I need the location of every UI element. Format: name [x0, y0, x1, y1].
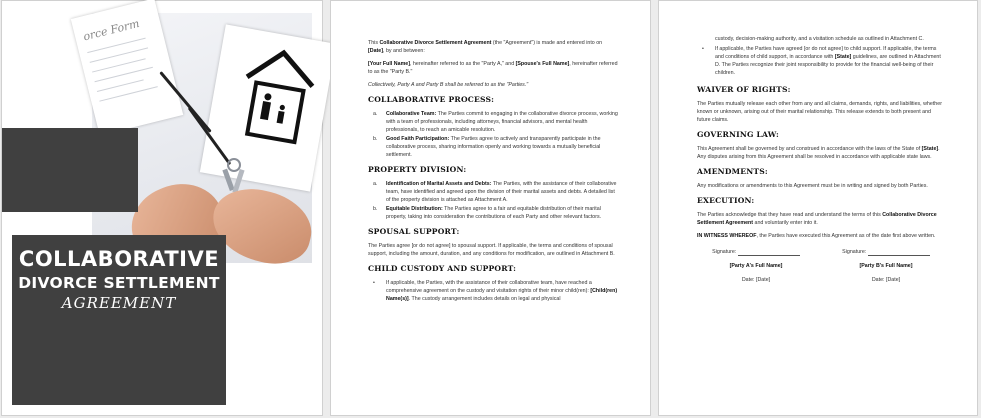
- signature-line-a: [738, 255, 800, 256]
- signature-row: [697, 248, 945, 284]
- property-list: [368, 180, 618, 221]
- parties-paragraph: [Your Full Name], hereinafter referred to as the "Party A," and [Spouse's Full Name], hereinafter referred to as the "Party B.": [368, 61, 618, 75]
- collaborative-list: [368, 110, 618, 159]
- child-support-bullet: • If applicable, the Parties have agreed [or do not agree] to child support. If applicable, the terms and conditions of child support, in accordance with [State] guidelines, are outlined in Attachment D. The Parties recognize their joint responsibility to provide for the financial well-being of their children.: [702, 46, 941, 76]
- heading-child-custody: CHILD CUSTODY AND SUPPORT:: [368, 264, 517, 273]
- amendments-paragraph: Any modifications or amendments to this Agreement must be in writing and signed by both Parties.: [697, 183, 928, 189]
- property-list-item: b. Equitable Distribution: The Parties agree to a fair and equitable distribution of their marital property, taking into consideration the contributions of each Party and other relevant factors.: [373, 206, 602, 220]
- cover-title-line1: COLLABORATIVE: [18, 247, 220, 271]
- party-b-full-name: [Party B's Full Name]: [859, 263, 913, 269]
- collaborative-list-item: b. Good Faith Participation: The Parties agree to actively and transparently participate in the collaborative process, sharing information openly and working towards a mutually beneficial settlement.: [373, 136, 601, 158]
- execution-paragraph: The Parties acknowledge that they have read and understand the terms of this Collaborative Divorce Settlement Agreement and voluntarily enter into it.: [697, 212, 937, 226]
- party-a-full-name: [Party A's Full Name]: [729, 263, 783, 269]
- party-a-date: Date: [Date]: [741, 277, 771, 283]
- heading-governing-law: GOVERNING LAW:: [697, 130, 779, 139]
- collective-note: Collectively, Party A and Party B shall be referred to as the "Parties.": [368, 82, 529, 88]
- divorce-form-paper: [71, 0, 183, 136]
- cover-title-block: [12, 235, 226, 405]
- signature-line-b: [868, 255, 930, 256]
- heading-spousal-support: SPOUSAL SUPPORT:: [368, 227, 460, 236]
- waiver-paragraph: The Parties mutually release each other from any and all claims, demands, rights, and liabilities, whether known or unknown, arising out of their marital relationship. This release extends to both present and future claims.: [697, 101, 942, 123]
- cover-title-line3: AGREEMENT: [61, 294, 177, 312]
- heading-amendments: AMENDMENTS:: [697, 167, 768, 176]
- party-b-signature-block: [831, 248, 941, 284]
- intro-paragraph: This Collaborative Divorce Settlement Agreement (the "Agreement") is made and entered into on [Date], by and between:: [368, 40, 603, 54]
- heading-property-division: PROPERTY DIVISION:: [368, 165, 467, 174]
- decorative-dark-block: [2, 128, 138, 212]
- agreement-page-1: [330, 0, 651, 416]
- divorce-form-title: orce Form: [81, 16, 141, 44]
- heading-waiver: WAIVER OF RIGHTS:: [697, 85, 791, 94]
- property-list-item: a. Identification of Marital Assets and Debts: The Parties, with the assistance of their collaborative team, have identified and agreed upon the division of their marital assets and debts. A detailed list of the property division is attached as Attachment A.: [373, 181, 617, 203]
- custody-continuation: custody, decision-making authority, and a visitation schedule as outlined in Attachment C.: [715, 36, 924, 42]
- spousal-paragraph: The Parties agree [or do not agree] to spousal support. If applicable, the terms and conditions of spousal support, including the amount, duration, and any conditions for modification, are outlined in Attachment B.: [368, 243, 615, 257]
- cover-page: [1, 0, 323, 416]
- heading-collaborative-process: COLLABORATIVE PROCESS:: [368, 95, 495, 104]
- collaborative-list-item: a. Collaborative Team: The Parties commit to engaging in the collaborative divorce process, working with a team of professionals, including attorneys, financial advisors, and mental health professionals, to reach an amicable resolution.: [373, 111, 618, 133]
- cover-title-line2: DIVORCE SETTLEMENT: [18, 274, 220, 292]
- agreement-page-2: [658, 0, 978, 416]
- heading-execution: EXECUTION:: [697, 196, 755, 205]
- custody-bullet: • If applicable, the Parties, with the assistance of their collaborative team, have reached a comprehensive agreement on the custody and visitation rights of their minor child(ren): [Child(ren) Name(s)]. The custody arrangement includes details on legal and physical: [373, 280, 618, 302]
- signature-label-b: Signature:: [842, 249, 867, 255]
- party-b-date: Date: [Date]: [871, 277, 901, 283]
- party-a-signature-block: [701, 248, 811, 284]
- signature-label-a: Signature:: [712, 249, 737, 255]
- law-paragraph: This Agreement shall be governed by and construed in accordance with the laws of the State of [State]. Any disputes arising from this Agreement shall be resolved in accordance with applicable state laws.: [697, 146, 940, 160]
- witness-paragraph: IN WITNESS WHEREOF, the Parties have executed this Agreement as of the date first above written.: [697, 233, 936, 239]
